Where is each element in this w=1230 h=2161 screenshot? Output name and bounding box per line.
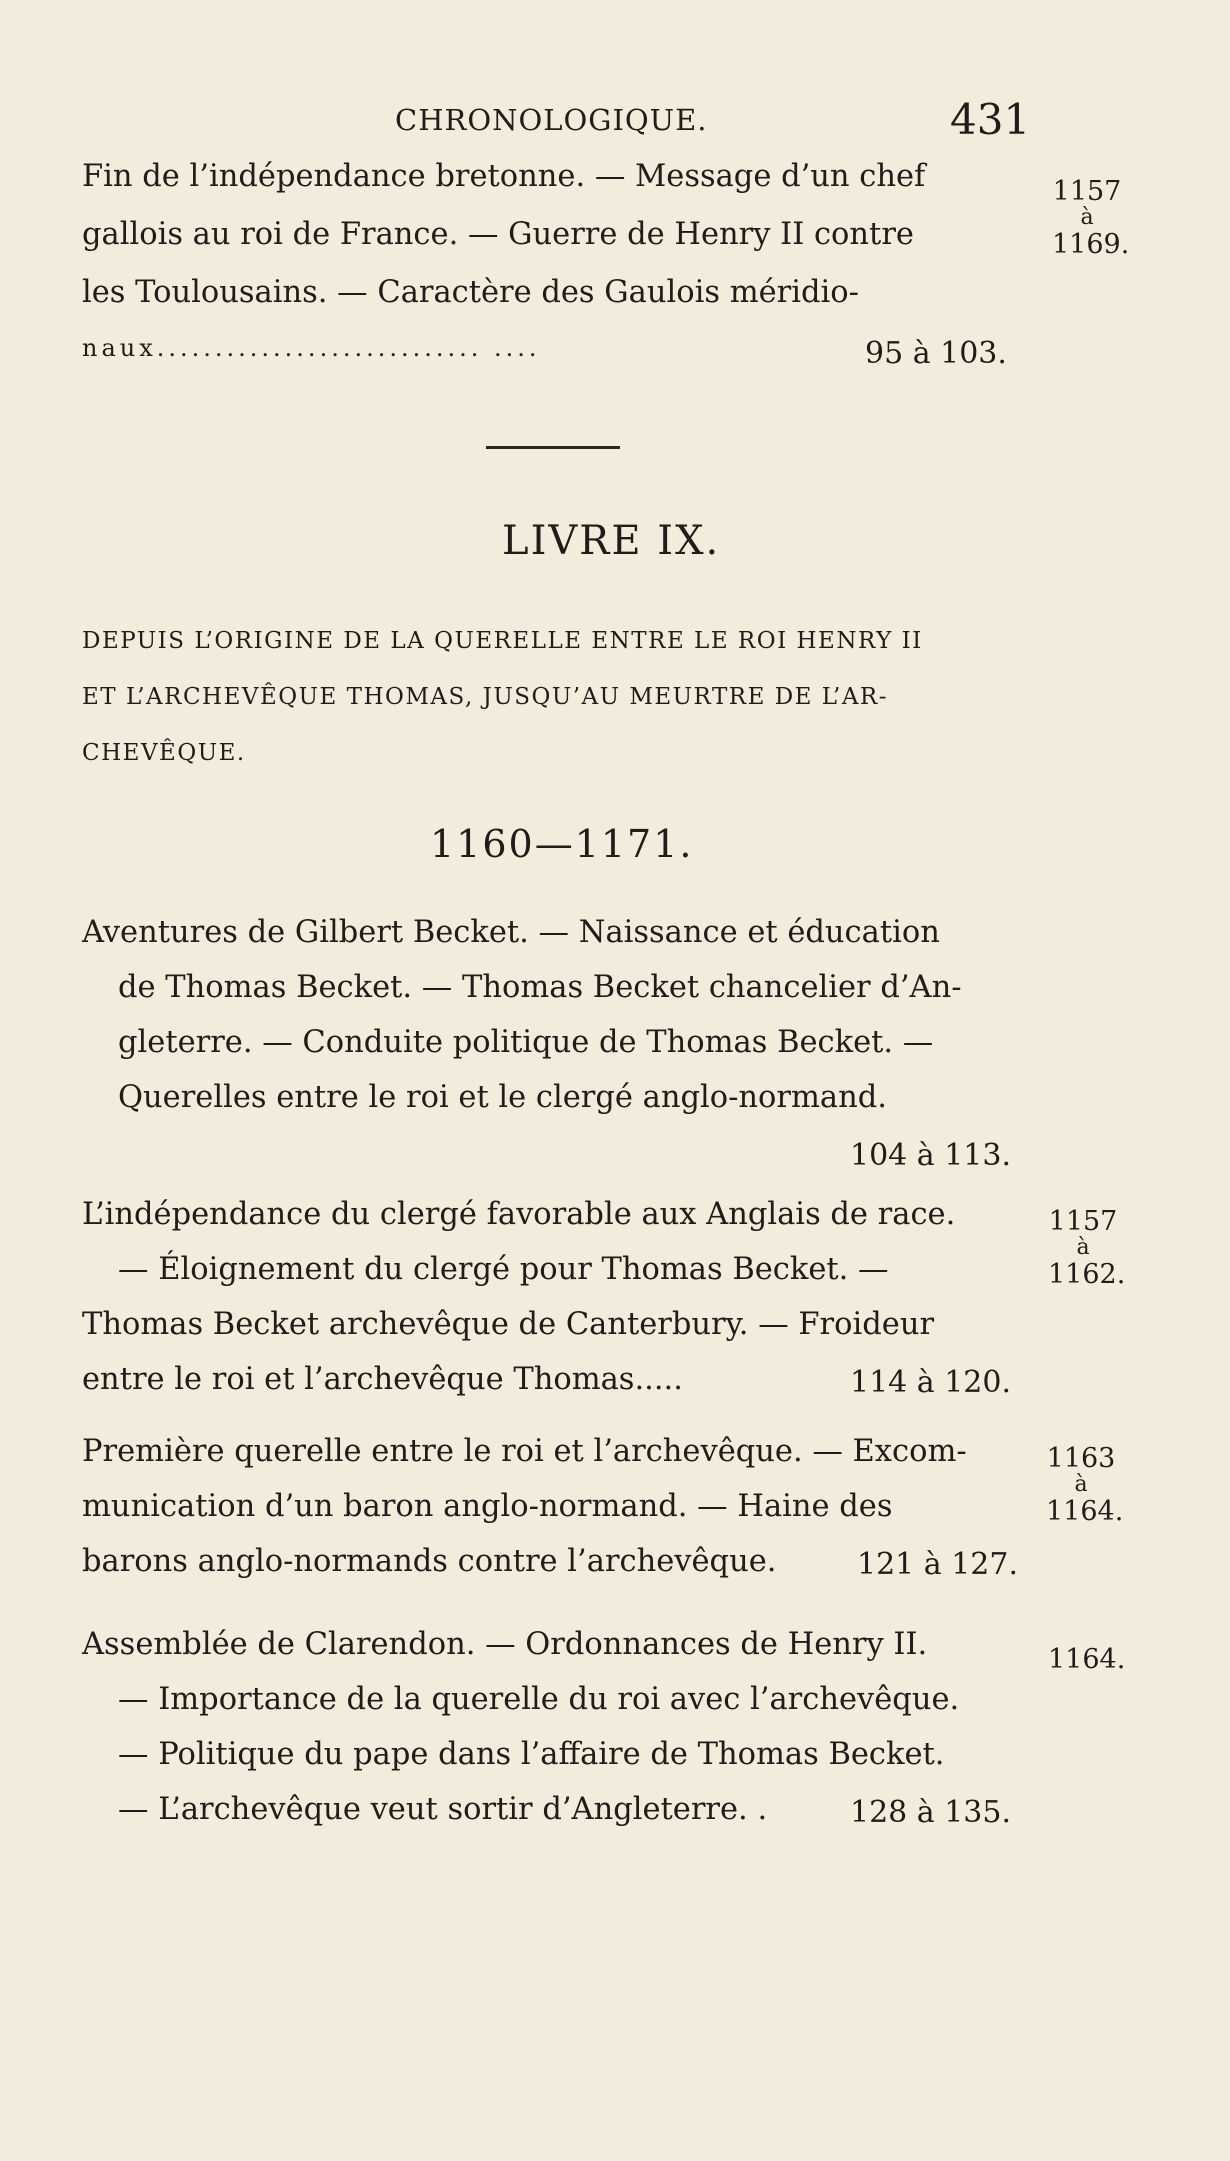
entry-line: Thomas Becket archevêque de Canterbury. — Froideur xyxy=(82,1307,935,1342)
section-divider xyxy=(486,446,620,449)
entry-line: Assemblée de Clarendon. — Ordonnances de Henry II. xyxy=(82,1627,928,1662)
book-subtitle-line: DEPUIS L’ORIGINE DE LA QUERELLE ENTRE LE ROI HENRY II xyxy=(82,628,923,654)
entry-line: — L’archevêque veut sortir d’Angleterre. . xyxy=(118,1792,768,1827)
entry-line: Aventures de Gilbert Becket. — Naissance et éducation xyxy=(82,915,940,950)
book-years: 1160—1171. xyxy=(430,822,694,866)
date-range xyxy=(1048,1206,1126,1290)
book-subtitle-line: CHEVÊQUE. xyxy=(82,740,246,766)
date-from: 1157 xyxy=(1048,1206,1118,1237)
entry-line: gleterre. — Conduite politique de Thomas Becket. — xyxy=(118,1025,934,1060)
entry-line: — Éloignement du clergé pour Thomas Becket. — xyxy=(118,1252,889,1287)
page-reference: 104 à 113. xyxy=(850,1138,1012,1173)
page-reference: 128 à 135. xyxy=(850,1795,1012,1830)
date-range xyxy=(1046,1443,1124,1527)
entry-line: — Politique du pape dans l’affaire de Thomas Becket. xyxy=(118,1737,945,1772)
date-to: 1169. xyxy=(1052,229,1130,260)
date-separator: à xyxy=(1076,1235,1090,1260)
entry-line: naux............................ .... xyxy=(82,334,541,362)
date-to: 1164. xyxy=(1046,1496,1124,1527)
date-from: 1157 xyxy=(1052,176,1122,207)
page-reference: 95 à 103. xyxy=(865,336,1007,371)
entry-line: de Thomas Becket. — Thomas Becket chancelier d’An- xyxy=(118,970,962,1005)
date-separator: à xyxy=(1080,205,1094,230)
book-subtitle-line: ET L’ARCHEVÊQUE THOMAS, JUSQU’AU MEURTRE DE L’AR- xyxy=(82,684,889,710)
date-separator: à xyxy=(1074,1472,1088,1497)
page-number: 431 xyxy=(950,95,1031,144)
book-title: LIVRE IX. xyxy=(502,518,721,564)
entry-line: Fin de l’indépendance bretonne. — Message d’un chef xyxy=(82,159,926,194)
date-value: 1164. xyxy=(1048,1644,1126,1675)
entry-line: munication d’un baron anglo-normand. — Haine des xyxy=(82,1489,893,1524)
date-single xyxy=(1048,1644,1126,1675)
entry-line: Première querelle entre le roi et l’archevêque. — Excom- xyxy=(82,1434,967,1469)
date-to: 1162. xyxy=(1048,1259,1126,1290)
date-from: 1163 xyxy=(1046,1443,1116,1474)
entry-line: — Importance de la querelle du roi avec l’archevêque. xyxy=(118,1682,960,1717)
entry-line: gallois au roi de France. — Guerre de Henry II contre xyxy=(82,217,914,252)
entry-line: barons anglo-normands contre l’archevêque. xyxy=(82,1544,777,1579)
page-reference: 114 à 120. xyxy=(850,1365,1012,1400)
date-range xyxy=(1052,176,1130,260)
entry-line: entre le roi et l’archevêque Thomas..... xyxy=(82,1362,683,1397)
entry-line: L’indépendance du clergé favorable aux Anglais de race. xyxy=(82,1197,956,1232)
running-head: CHRONOLOGIQUE. xyxy=(395,103,708,137)
entry-line: Querelles entre le roi et le clergé anglo-normand. xyxy=(118,1080,887,1115)
entry-line: les Toulousains. — Caractère des Gaulois méridio- xyxy=(82,275,859,310)
page-reference: 121 à 127. xyxy=(857,1547,1019,1582)
